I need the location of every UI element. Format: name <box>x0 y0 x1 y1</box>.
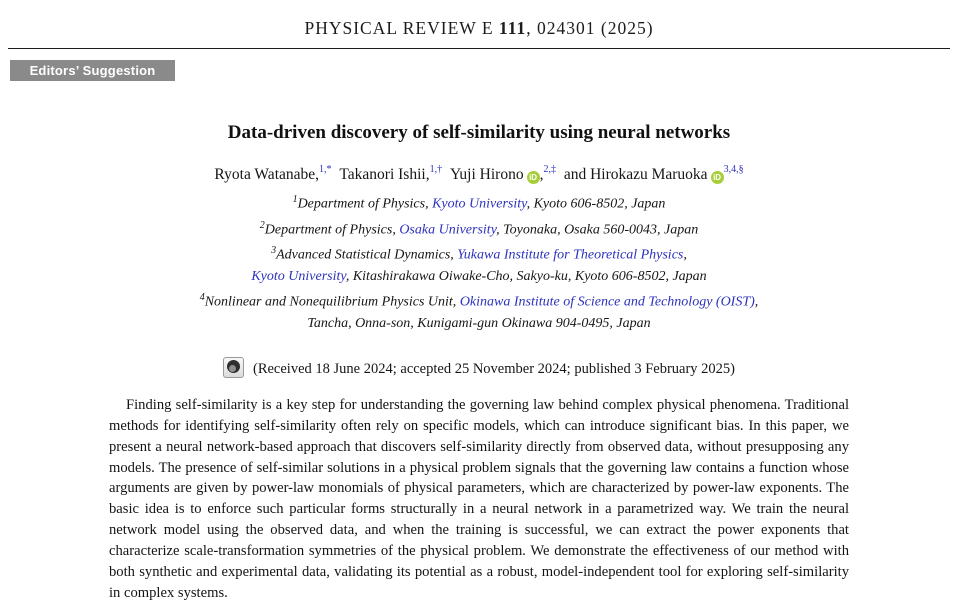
affiliation-number: 2 <box>259 219 265 231</box>
author-watanabe <box>214 166 331 183</box>
affiliation-2 <box>0 215 958 241</box>
affiliation-text: Department of Physics, <box>264 222 400 238</box>
author-footnote-link[interactable]: 3,4,§ <box>723 164 744 175</box>
author-hirono <box>450 166 556 183</box>
author-name: Ryota Watanabe <box>214 166 316 184</box>
journal-header <box>0 0 958 39</box>
crossmark-icon[interactable] <box>223 357 244 378</box>
affiliation-text: , Kitashirakawa Oiwake-Cho, Sakyo-ku, Kyoto 606-8502, Japan <box>345 269 707 285</box>
affiliation-number: 1 <box>292 194 298 206</box>
author-name: Takanori Ishii <box>339 166 426 184</box>
author-separator: , <box>315 166 320 184</box>
author-separator: , <box>539 166 544 184</box>
paper-title: Data-driven discovery of self-similarity using neural networks <box>227 122 731 143</box>
abstract: Finding self-similarity is a key step for understanding the governing law behind complex physical phenomena. Traditional methods for identifying self-similarity often rely on specific models, which can introduce significant bias. In this paper, we present a neural network-based approach that discovers self-similarity directly from observed data, without presupposing any models. The presence of self-similar solutions in a physical problem signals that the governing law contains a function whose arguments are given by power-law monomials of physical parameters, which are characterized by power-law exponents. The basic idea is to enforce such particular forms structurally in a neural network in a parametrized way. We train the neural network model using the observed data, and when the training is successful, we can extract the power exponents that characterize scale-transformation symmetries of the physical problem. We demonstrate the effectiveness of our method with both synthetic and experimental data, validating its potential as a robust, model-independent tool for exploring self-similarity in complex systems. <box>109 396 849 601</box>
history-line <box>0 357 958 378</box>
affiliation-text: Advanced Statistical Dynamics, <box>276 248 458 264</box>
affiliation-text: Department of Physics, <box>297 196 433 212</box>
affiliation-text: , <box>683 248 687 264</box>
osaka-university-link[interactable]: Osaka University <box>399 222 497 238</box>
orcid-icon[interactable]: iD <box>711 171 724 184</box>
author-maruoka <box>564 166 744 183</box>
affiliation-1 <box>0 189 958 215</box>
affiliations-block <box>0 189 958 334</box>
affiliation-number: 4 <box>199 292 205 304</box>
affiliation-number: 3 <box>271 245 277 257</box>
affiliation-3-line-1 <box>0 240 958 266</box>
journal-name: PHYSICAL REVIEW E <box>304 18 494 38</box>
yukawa-institute-link[interactable]: Yukawa Institute for Theoretical Physics <box>457 248 684 264</box>
kyoto-university-link[interactable]: Kyoto University <box>432 196 527 212</box>
oist-link[interactable]: Okinawa Institute of Science and Technology (OIST) <box>459 294 755 310</box>
affiliation-text: Nonlinear and Nonequilibrium Physics Unit, <box>204 294 460 310</box>
affiliation-text: Tancha, Onna-son, Kunigami-gun Okinawa 904-0495, Japan <box>307 315 651 331</box>
affiliation-4-line-2 <box>0 313 958 334</box>
editors-suggestion-badge <box>10 60 175 81</box>
journal-issue: , 024301 (2025) <box>526 18 654 38</box>
author-footnote-link[interactable]: 1,* <box>319 164 332 175</box>
editors-suggestion-label: Editors’ Suggestion <box>29 63 156 78</box>
author-ishii <box>339 166 442 183</box>
kyoto-university-link[interactable]: Kyoto University <box>251 269 346 285</box>
author-line <box>0 165 958 184</box>
affiliation-3-line-2 <box>0 266 958 287</box>
affiliation-text: , Kyoto 606-8502, Japan <box>526 196 666 212</box>
author-name: and Hirokazu Maruoka <box>563 166 708 184</box>
author-separator: , <box>425 166 430 184</box>
author-footnote-link[interactable]: 2,‡ <box>543 164 556 175</box>
affiliation-text: , <box>754 294 759 310</box>
history-text: (Received 18 June 2024; accepted 25 November 2024; published 3 February 2025) <box>253 360 735 377</box>
author-footnote-link[interactable]: 1,† <box>429 164 443 175</box>
orcid-icon[interactable]: iD <box>527 171 540 184</box>
header-rule <box>8 48 950 49</box>
author-name: Yuji Hirono <box>449 166 524 184</box>
affiliation-4-line-1 <box>0 287 958 313</box>
journal-volume: 111 <box>498 18 527 38</box>
affiliation-text: , Toyonaka, Osaka 560-0043, Japan <box>496 222 699 238</box>
